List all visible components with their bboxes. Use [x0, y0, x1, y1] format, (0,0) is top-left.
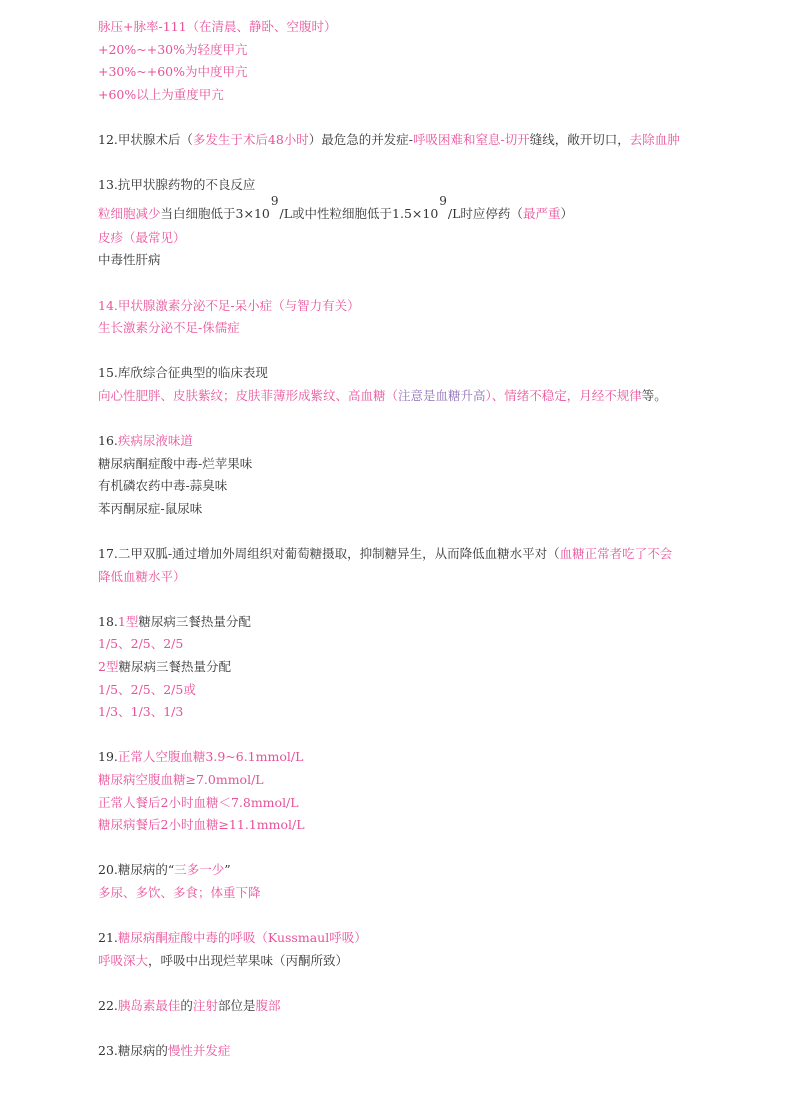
item-15-text-a: 向心性肥胖、皮肤紫纹；皮肤菲薄形成紫纹、高血糖（: [98, 387, 399, 403]
item-17-line-2: 降低血糖水平）: [98, 568, 186, 584]
item-23-text-a: 23.糖尿病的: [98, 1043, 168, 1059]
item-19-dm-fasting: 糖尿病空腹血糖≥7.0mmol/L: [98, 772, 264, 787]
item-22-text-f: 腹部: [255, 997, 281, 1013]
item-14-dwarfism: 生长激素分泌不足-侏儒症: [98, 320, 240, 336]
item-15-text-d: 等。: [641, 387, 667, 403]
item-19-normal-fasting: [98, 746, 738, 769]
item-19-dm-postprandial: 糖尿病餐后2小时血糖≥11.1mmol/L: [98, 817, 305, 833]
item-20-symptoms: 多尿、多饮、多食；体重下降: [98, 884, 261, 900]
item-20-title: [98, 859, 738, 882]
item-16-number: 16.: [98, 433, 118, 449]
item-16-dka: 糖尿病酮症酸中毒-烂苹果味: [98, 455, 253, 471]
item-13-rash: 皮疹（最常见）: [98, 229, 186, 245]
pulse-pressure-formula: 脉压+脉率-111（在清晨、静卧、空腹时）: [98, 19, 337, 34]
item-19-text: 正常人空腹血糖3.9~6.1mmol/L: [117, 749, 304, 765]
item-19-normal-postprandial: 正常人餐后2小时血糖＜7.8mmol/L: [98, 794, 299, 810]
item-12-text-d: 呼吸困难和窒息-切开: [413, 131, 530, 147]
item-19-number: 19.: [98, 749, 118, 765]
item-18-type1: [98, 611, 738, 634]
item-13-text-e: 最严重: [522, 205, 561, 221]
item-17-text-a: 17.二甲双胍-通过增加外周组织对葡萄糖摄取，抑制糖异生，从而降低血糖水平对（: [98, 546, 560, 562]
item-22-number: 22.: [98, 997, 118, 1013]
item-12-text-e: 缝线，敞开切口，: [529, 131, 630, 147]
item-18-type2: [98, 656, 738, 679]
moderate-hyperthyroidism-line: +30%~+60%为中度甲亢: [98, 64, 248, 80]
item-18-type2-ratio-a: 1/5、2/5、2/5或: [98, 681, 196, 697]
item-13-text-a: 粒细胞减少: [98, 205, 161, 221]
item-16-title: [98, 430, 738, 453]
item-20-text-a: 20.糖尿病的“: [98, 862, 175, 878]
item-12-text-f: 去除血肿: [629, 131, 680, 147]
item-21-odor: ，呼吸中出现烂苹果味（丙酮所致）: [148, 952, 349, 968]
item-12-text-a: 12.甲状腺术后（: [98, 131, 193, 147]
item-18-type1-label: 1型: [117, 613, 139, 629]
item-18-type1-text: 糖尿病三餐热量分配: [138, 613, 251, 629]
document-page: [98, 16, 738, 1063]
item-22-text-b: 胰岛素最佳: [117, 997, 181, 1013]
item-22-text-d: 注射: [192, 997, 218, 1013]
item-15-text-c: ）、情绪不稳定，月经不规律: [485, 387, 642, 403]
item-22-text-c: 的: [180, 997, 193, 1013]
item-20-text-c: ”: [224, 862, 231, 878]
item-22: [98, 995, 738, 1018]
item-13-text-d: /L时应停药（: [447, 205, 523, 221]
item-16-organophosphate: 有机磷农药中毒-蒜臭味: [98, 478, 228, 494]
item-13-title: 13.抗甲状腺药物的不良反应: [98, 177, 256, 193]
item-13-text-f: ）: [560, 205, 573, 221]
item-12-text-b: 多发生于术后48小时: [192, 131, 309, 147]
item-21-text: 糖尿病酮症酸中毒的呼吸（Kussmaul呼吸）: [117, 930, 367, 946]
item-23-text-b: 慢性并发症: [167, 1043, 231, 1059]
item-17-text-b: 血糖正常者吃了不会: [559, 546, 673, 562]
item-13-hepatitis: 中毒性肝病: [98, 252, 161, 268]
item-12-text-c: ）最危急的并发症-: [308, 131, 414, 147]
item-21-description: [98, 950, 738, 973]
item-20-text-b: 三多一少: [174, 862, 225, 878]
item-16-title-text: 疾病尿液味道: [117, 433, 193, 449]
severe-hyperthyroidism-line: +60%以上为重度甲亢: [98, 86, 224, 102]
item-15-text-b: 注意是血糖升高: [398, 387, 486, 403]
item-17-line-1: [98, 543, 738, 566]
item-18-type2-text: 糖尿病三餐热量分配: [118, 659, 231, 675]
item-18-number: 18.: [98, 613, 118, 629]
item-18-type2-label: 2型: [98, 659, 119, 675]
item-13-text-b: 当白细胞低于3×10: [160, 205, 270, 221]
item-23: [98, 1040, 738, 1063]
item-13-text-c: /L或中性粒细胞低于1.5×10: [279, 205, 439, 221]
item-13-neutropenia: [98, 193, 738, 227]
item-16-pku: 苯丙酮尿症-鼠尿味: [98, 500, 203, 516]
item-12: [98, 129, 738, 152]
item-15-title: 15.库欣综合征典型的临床表现: [98, 365, 268, 381]
item-13-sup-2: 9: [439, 193, 447, 208]
item-21-title: [98, 927, 738, 950]
item-14-cretinism: 14.甲状腺激素分泌不足-呆小症（与智力有关）: [98, 297, 360, 313]
item-18-type2-ratio-b: 1/3、1/3、1/3: [98, 704, 184, 720]
item-18-type1-ratio: 1/5、2/5、2/5: [98, 636, 184, 652]
item-22-text-e: 部位是: [217, 997, 256, 1013]
mild-hyperthyroidism-line: +20%~+30%为轻度甲亢: [98, 41, 248, 57]
item-13-sup-1: 9: [270, 193, 279, 208]
item-15-symptoms: [98, 385, 738, 408]
item-21-number: 21.: [98, 930, 118, 946]
item-21-deep-breath: 呼吸深大: [98, 952, 149, 968]
